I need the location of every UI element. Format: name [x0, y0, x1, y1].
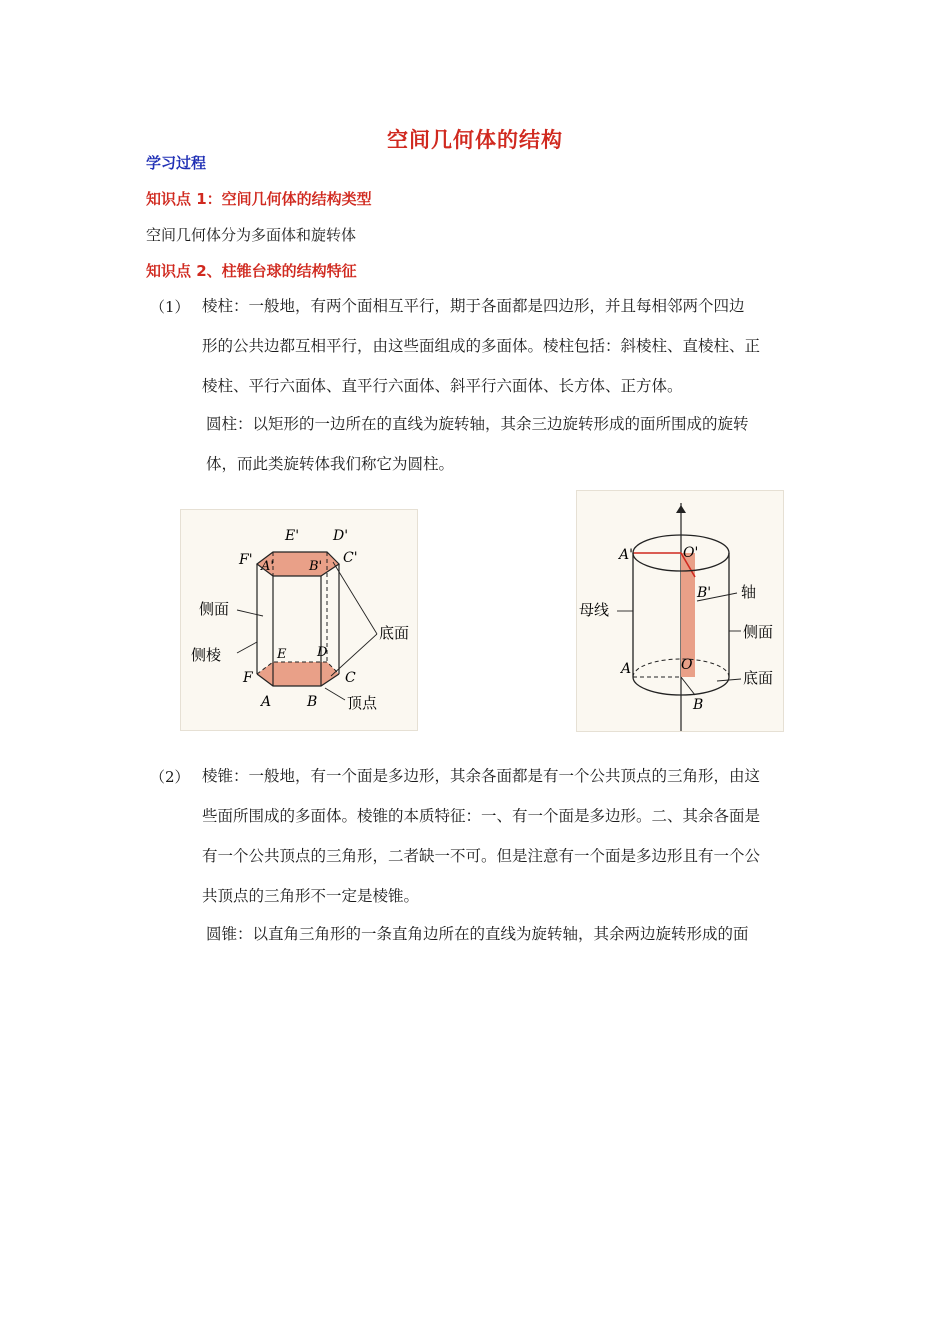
section-heading-process: 学习过程 — [146, 154, 207, 172]
bottom-radius-front — [681, 677, 695, 695]
side-face-label: 侧面 — [199, 600, 230, 618]
point-label: B' — [697, 585, 712, 601]
callout-leader — [325, 688, 345, 700]
prism-figure — [180, 509, 418, 731]
vertex-label: F' — [239, 552, 253, 568]
point-label: O — [681, 657, 693, 673]
cylinder-figure — [576, 490, 784, 732]
point-label: A' — [619, 547, 633, 563]
vertex-label: B — [307, 694, 318, 710]
knowledge-point-1-heading: 知识点 1：空间几何体的结构类型 — [146, 190, 372, 208]
prism-definition — [202, 286, 808, 406]
point-label: A — [621, 661, 632, 677]
page-title: 空间几何体的结构 — [387, 128, 563, 152]
prism-line: 棱柱：一般地，有两个面相互平行，期于各面都是四边形，并且每相邻两个四边 — [202, 297, 745, 315]
pyramid-line: 共顶点的三角形不一定是棱锥。 — [202, 887, 420, 905]
base-label: 底面 — [379, 624, 410, 642]
pyramid-line: 棱锥：一般地，有一个面是多边形，其余各面都是有一个公共顶点的三角形，由这 — [202, 767, 761, 785]
axis-label: 轴 — [741, 583, 757, 601]
point-label: O' — [683, 545, 699, 561]
callout-leader — [333, 562, 377, 634]
pyramid-line: 有一个公共顶点的三角形，二者缺一不可。但是注意有一个面是多边形且有一个公 — [202, 847, 761, 865]
vertex-label: D — [317, 645, 328, 660]
cylinder-diagram — [577, 491, 783, 731]
vertex-label: E' — [285, 528, 300, 544]
vertex-label: F — [243, 670, 253, 686]
callout-leader — [237, 642, 257, 653]
cylinder-line: 圆柱：以矩形的一边所在的直线为旋转轴，其余三边旋转形成的面所围成的旋转 — [206, 415, 749, 433]
side-edge-label: 侧棱 — [191, 646, 222, 664]
cone-definition: 圆锥：以直角三角形的一条直角边所在的直线为旋转轴，其余两边旋转形成的面 — [206, 925, 749, 943]
pyramid-line: 些面所围成的多面体。棱锥的本质特征：一、有一个面是多边形。二、其余各面是 — [202, 807, 761, 825]
vertex-label: C — [345, 670, 356, 686]
vertex-callout-label: 顶点 — [347, 694, 378, 712]
pyramid-definition — [202, 756, 808, 916]
vertex-label: C' — [343, 550, 358, 566]
prism-diagram — [181, 510, 417, 730]
vertex-label: B' — [309, 559, 323, 574]
cylinder-definition — [206, 404, 812, 484]
generatrix-label: 母线 — [579, 601, 610, 619]
vertex-label: A — [261, 694, 272, 710]
base-label: 底面 — [743, 669, 774, 687]
cylinder-line: 体，而此类旋转体我们称它为圆柱。 — [206, 455, 455, 473]
item-number-2: （2） — [150, 768, 190, 786]
vertex-label: D' — [333, 528, 349, 544]
vertex-label: E — [277, 647, 287, 662]
knowledge-point-2-heading: 知识点 2、柱锥台球的结构特征 — [146, 262, 357, 280]
prism-line: 形的公共边都互相平行，由这些面组成的多面体。棱柱包括：斜棱柱、直棱柱、正 — [202, 337, 761, 355]
rotation-arrow-icon — [676, 505, 686, 513]
prism-line: 棱柱、平行六面体、直平行六面体、斜平行六面体、长方体、正方体。 — [202, 377, 683, 395]
item-number-1: （1） — [150, 298, 190, 316]
knowledge-point-1-text: 空间几何体分为多面体和旋转体 — [146, 226, 357, 244]
callout-leader — [237, 610, 263, 616]
vertex-label: A' — [261, 559, 274, 574]
side-face-label: 侧面 — [743, 623, 774, 641]
point-label: B — [693, 697, 704, 713]
